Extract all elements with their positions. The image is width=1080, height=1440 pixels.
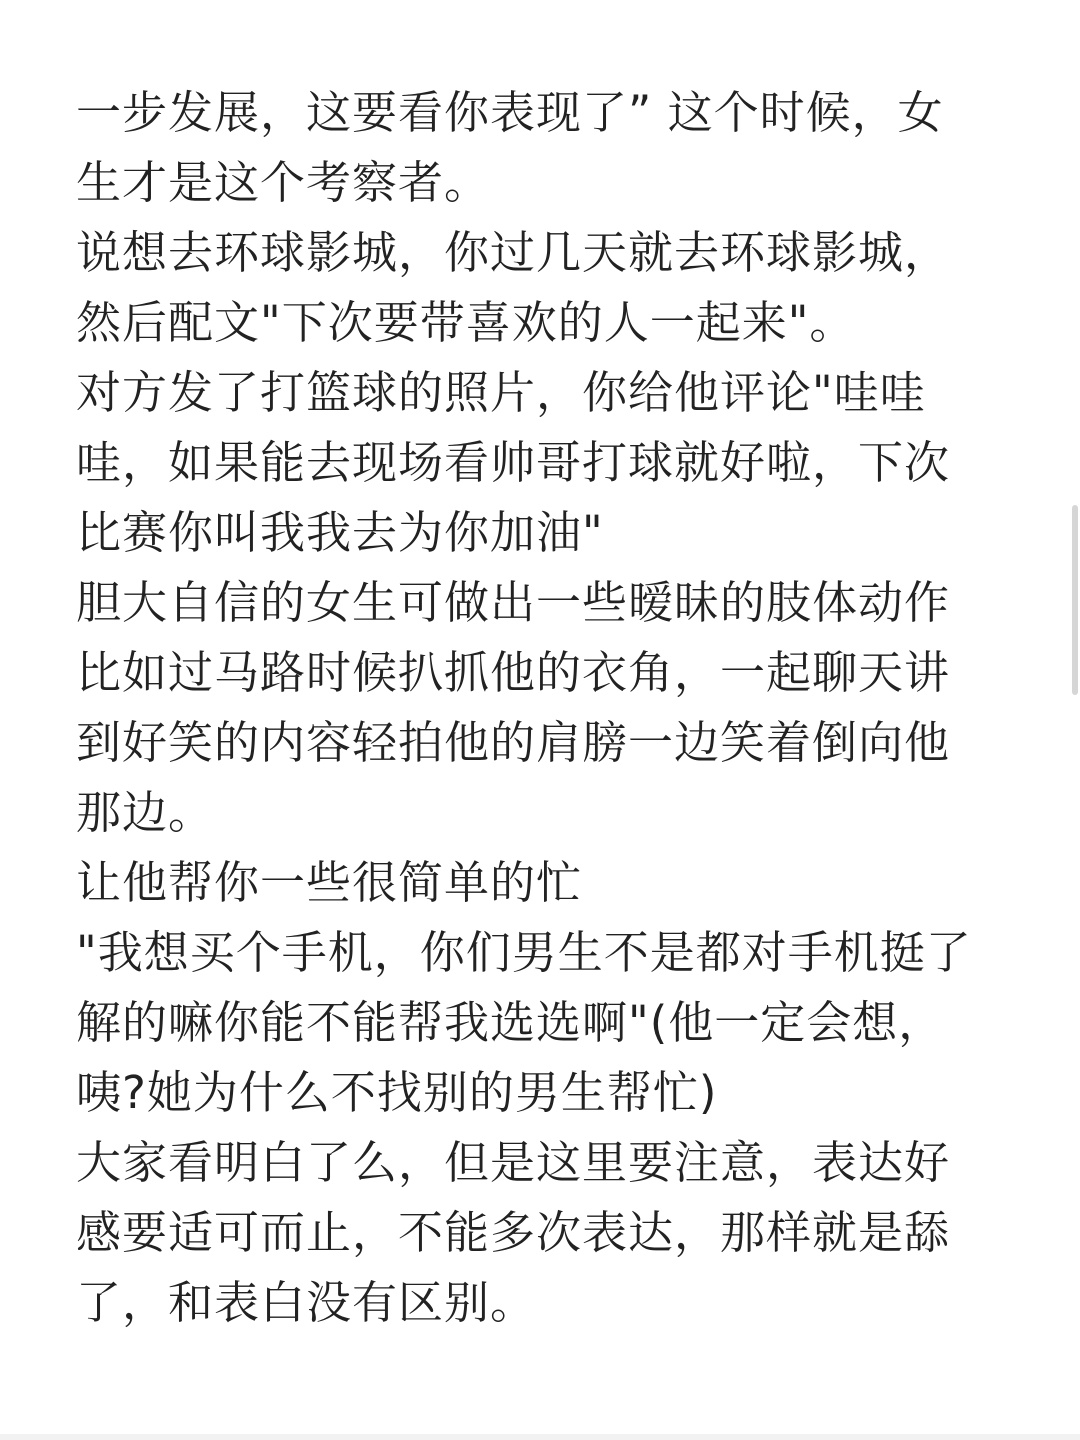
text-line: 到好笑的内容轻拍他的肩膀一边笑着倒向他: [76, 716, 951, 769]
text-line: 大家看明白了么，但是这里要注意，表达好: [76, 1136, 951, 1189]
text-line: 一步发展，这要看你表现了” 这个时候，女: [76, 86, 944, 139]
page-bottom-edge: [0, 1434, 1080, 1440]
text-line: 然后配文"下次要带喜欢的人一起来"。: [76, 296, 856, 349]
text-line: 解的嘛你能不能帮我选选啊"(他一定会想，: [76, 996, 945, 1049]
text-line: "我想买个手机，你们男生不是都对手机挺了: [76, 926, 972, 979]
text-line: 生才是这个考察者。: [76, 156, 491, 209]
text-line: 比赛你叫我我去为你加油": [76, 506, 604, 559]
text-line: 了，和表白没有区别。: [76, 1276, 537, 1329]
text-line: 说想去环球影城，你过几天就去环球影城，: [76, 226, 951, 279]
scrollbar[interactable]: [1072, 505, 1078, 695]
text-line: 对方发了打篮球的照片，你给他评论"哇哇: [76, 366, 926, 419]
text-line: 咦?她为什么不找别的男生帮忙): [76, 1066, 718, 1119]
text-line: 那边。: [76, 786, 215, 839]
text-line: 让他帮你一些很简单的忙: [76, 856, 583, 909]
text-line: 比如过马路时候扒抓他的衣角，一起聊天讲: [76, 646, 951, 699]
text-line: 胆大自信的女生可做出一些暧昧的肢体动作: [76, 576, 951, 629]
text-line: 哇，如果能去现场看帅哥打球就好啦，下次: [76, 436, 951, 489]
article-text: [76, 78, 1006, 1338]
text-line: 感要适可而止，不能多次表达，那样就是舔: [76, 1206, 951, 1259]
